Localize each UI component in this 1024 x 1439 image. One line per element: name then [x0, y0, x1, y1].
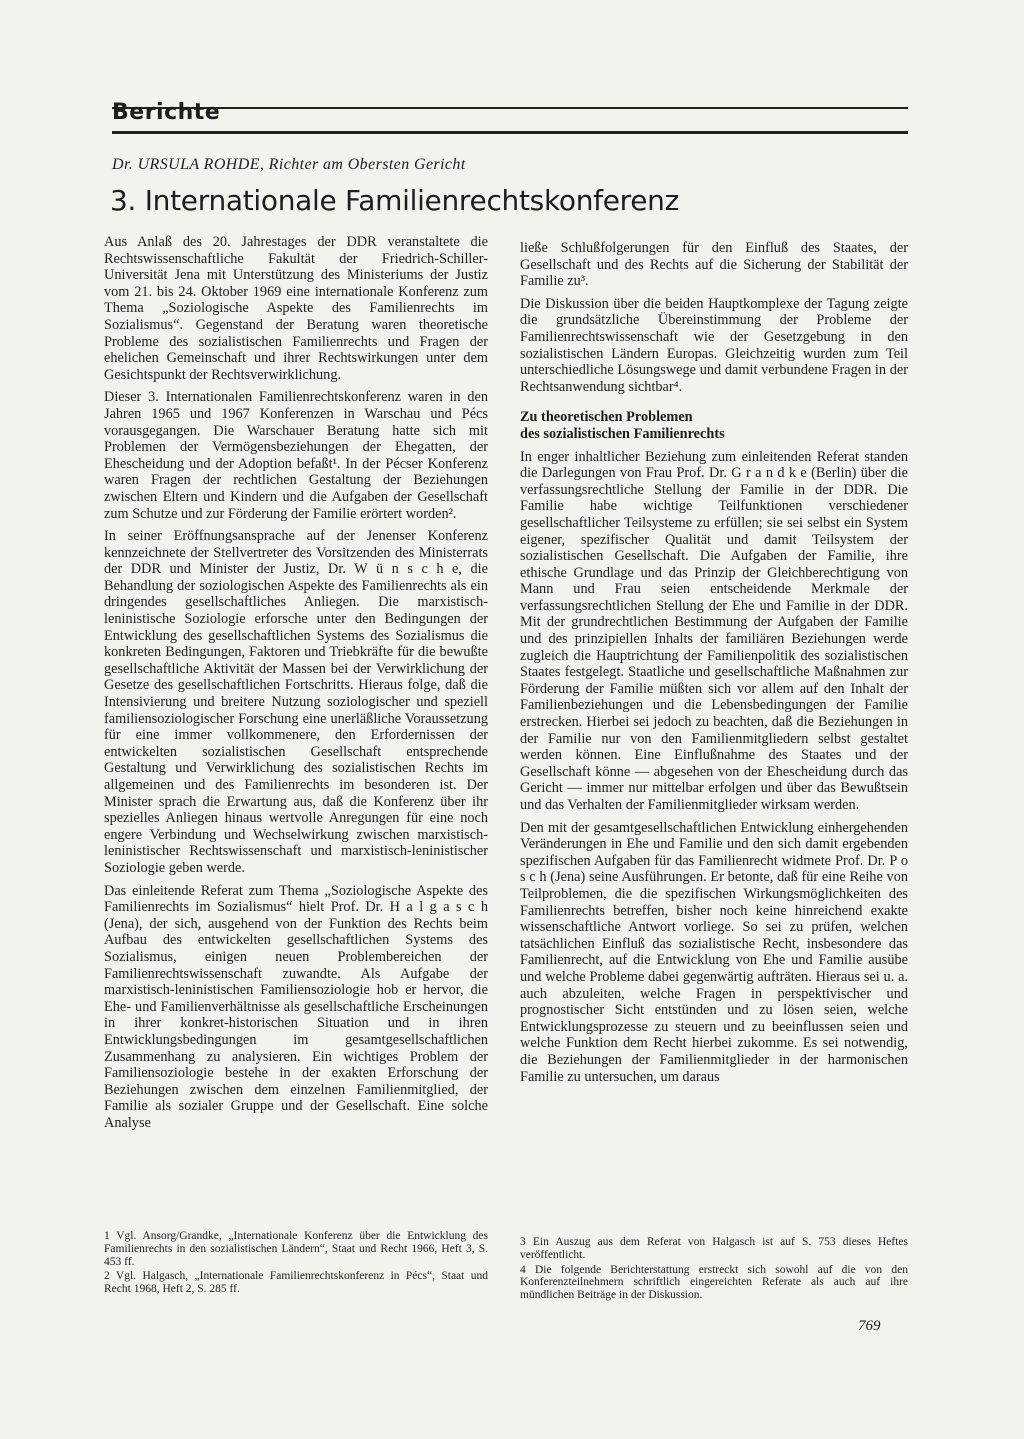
subheading-line: Zu theoretischen Problemen: [520, 409, 693, 426]
right-column: [520, 240, 908, 1091]
author-line: Dr. URSULA ROHDE, Richter am Obersten Gericht: [112, 156, 466, 173]
footnotes-left: [104, 1230, 488, 1298]
paragraph: Den mit der gesamtgesellschaftlichen Entwicklung einhergehenden Veränderungen in Ehe und Familie und den sich damit ergebenden spezifischen Aufgaben für das Familienrecht widmete Prof. Dr. P o s c h (Jena) seine Ausführungen. Er betonte, daß für eine Reihe von Teilproblemen, die die spezifischen Wirkungsmöglichkeiten des Familienrechts betreffen, bisher noch keine hinreichend exakte wissenschaftliche Antwort vorliege. So sei zu prüfen, welchen tatsächlichen Einfluß das sozialistische Recht, insbesondere das Familienrecht, auf die Entwicklung von Ehe und Familie ausübe und welche Probleme dabei gegenwärtig aufträten. Hieraus sei u. a. auch abzuleiten, welche Fragen in perspektivischer und prognostischer Sicht entstünden und zu lösen seien, welche Entwicklungsprozesse zu steuern und zu beeinflussen seien und welche Funktion dem Recht hierbei zukomme. Es sei notwendig, die Beziehungen der Familienmitglieder in der harmonischen Familie zu untersuchen, um daraus: [520, 819, 908, 1085]
paragraph: Aus Anlaß des 20. Jahrestages der DDR veranstaltete die Rechtswissenschaftliche Fakultät der Friedrich-Schiller-Universität Jena mit Unterstützung des Ministeriums der Justiz vom 21. bis 24. Oktober 1969 eine internationale Konferenz zum Thema „Soziologische Aspekte des Familienrechts im Sozialismus“. Gegenstand der Beratung waren theoretische Probleme des sozialistischen Familienrechts und Fragen der ehelichen Gemeinschaft und ihrer Rechtswirkungen unter dem Gesichtspunkt der Rechtsverwirklichung.: [104, 234, 488, 383]
footnote: 3 Ein Auszug aus dem Referat von Halgasch ist auf S. 753 dieses Heftes veröffentlicht.: [520, 1236, 908, 1261]
page-number: 769: [858, 1318, 881, 1334]
subheading: [520, 409, 908, 442]
paragraph: ließe Schlußfolgerungen für den Einfluß des Staates, der Gesellschaft und des Rechts auf die Sicherung der Stabilität der Familie zu³.: [520, 240, 908, 290]
paragraph: In seiner Eröffnungsansprache auf der Jenenser Konferenz kennzeichnete der Stellvertreter des Vorsitzenden des Ministerrats der DDR und Minister der Justiz, Dr. W ü n s c h e, die Behandlung der soziologischen Aspekte des Familienrechts als ein dringendes gesellschaftliches Anliegen. Die marxistisch-leninistische Soziologie erforsche unter den Bedingungen der Entwicklung des gesellschaftlichen Systems des Sozialismus die konkreten Bedingungen, Faktoren und Triebkräfte für die bewußte gesellschaftliche Aktivität der Massen bei der Verwirklichung der Gesetze des gesellschaftlichen Fortschritts. Hieraus folge, daß die Intensivierung und breitere Nutzung soziologischer und speziell familiensoziologischer Forschung eine unerläßliche Voraussetzung für eine immer vollkommenere, den Erfordernissen der entwickelten sozialistischen Gesellschaft entsprechende Gestaltung und Verwirklichung des sozialistischen Rechts im allgemeinen und des Familienrechts im besonderen ist. Der Minister sprach die Erwartung aus, daß die Konferenz über ihr spezielles Anliegen hinaus wertvolle Anregungen für eine noch engere Verbindung und Wechselwirkung zwischen marxistisch-leninistischer Rechtswissenschaft und marxistisch-leninistischer Soziologie geben werde.: [104, 528, 488, 876]
paragraph: In enger inhaltlicher Beziehung zum einleitenden Referat standen die Darlegungen von Frau Prof. Dr. G r a n d k e (Berlin) über die verfassungsrechtliche Stellung der Familie in der DDR. Die Familie habe wichtige Teilfunktionen verschiedener gesellschaftlicher Teilsysteme zu erfüllen; sie sei selbst ein System eigener, spezifischer Qualität und damit Teilsystem der sozialistischen Gesellschaft. Die Aufgaben der Familie, ihre ethische Grundlage und das Prinzip der Gleichberechtigung von Mann und Frau seien entscheidende Merkmale der verfassungsrechtlichen Stellung der Ehe und Familie in der DDR. Mit der grundrechtlichen Bestimmung der Aufgaben der Familie und des prinzipiellen Inhalts der familiären Beziehungen werde zugleich die Hauptrichtung der Familienpolitik des sozialistischen Staates festgelegt. Staatliche und gesellschaftliche Maßnahmen zur Förderung der Familie müßten sich vor allem auf den Inhalt der Familienbeziehungen und die Lebensbedingungen der Familie erstrecken. Hierbei sei jedoch zu beachten, daß die Beziehungen in der Familie nur von den Familienmitgliedern selbst gestaltet werden können. Eine Einflußnahme des Staates und der Gesellschaft könne — abgesehen von der Ehescheidung durch das Gericht — immer nur mittelbar erfolgen und über das Bewußtsein und das Verhalten der Familienmitglieder wirksam werden.: [520, 448, 908, 813]
paragraph: Dieser 3. Internationalen Familienrechtskonferenz waren in den Jahren 1965 und 1967 Konferenzen in Warschau und Pécs vorausgegangen. Die Warschauer Beratung hatte sich mit Problemen der Vermögensbeziehungen der Ehegatten, der Ehescheidung und der Adoption befaßt¹. In der Pécser Konferenz waren Fragen der rechtlichen Gestaltung der Beziehungen zwischen Eltern und Kindern und die Aufgaben der Gesellschaft zum Schutze und zur Förderung der Familie erörtert worden².: [104, 389, 488, 522]
section-label: Berichte: [112, 100, 221, 125]
subheading-line: des sozialistischen Familienrechts: [520, 425, 725, 442]
footnotes-right: [520, 1236, 908, 1304]
header-rule-bottom: [112, 131, 908, 134]
footnote: 1 Vgl. Ansorg/Grandke, „Internationale Konferenz über die Entwicklung des Familienrechts in den sozialistischen Ländern“, Staat und Recht 1966, Heft 3, S. 453 ff.: [104, 1230, 488, 1268]
article-title: 3. Internationale Familienrechtskonferenz: [110, 184, 680, 217]
paragraph: Das einleitende Referat zum Thema „Soziologische Aspekte des Familienrechts im Sozialismus“ hielt Prof. Dr. H a l g a s c h (Jena), der sich, ausgehend von der Funktion des Rechts beim Aufbau des entwickelten gesellschaftlichen Systems des Sozialismus, einigen neuen Problembereichen der Familienrechtswissenschaft zuwandte. Als Aufgabe der marxistisch-leninistischen Familiensoziologie hob er hervor, die Ehe- und Familienverhältnisse als gesellschaftliche Erscheinungen in ihrer konkret-historischen Situation und in ihren Entwicklungsbedingungen im gesamtgesellschaftlichen Zusammenhang zu analysieren. Ein wichtiges Problem der Familiensoziologie bestehe in der exakten Erforschung der Beziehungen zwischen dem einzelnen Familienmitglied, der Familie als sozialer Gruppe und der Gesellschaft. Eine solche Analyse: [104, 882, 488, 1131]
header-rule-top: [112, 107, 908, 109]
footnote: 2 Vgl. Halgasch, „Internationale Familienrechtskonferenz in Pécs“, Staat und Recht 1968, Heft 2, S. 285 ff.: [104, 1270, 488, 1296]
left-column: [104, 234, 488, 1137]
footnote: 4 Die folgende Berichterstattung erstreckt sich sowohl auf die von den Konferenzteilnehmern schriftlich eingereichten Referate als auch auf ihre mündlichen Beiträge in der Diskussion.: [520, 1263, 908, 1302]
paragraph: Die Diskussion über die beiden Hauptkomplexe der Tagung zeigte die grundsätzliche Übereinstimmung der Probleme der Familienrechtswissenschaft wie der Gesetzgebung in den sozialistischen Ländern Europas. Gleichzeitig wurden zum Teil unterschiedliche Lösungswege und damit verbundene Fragen in der Rechtsanwendung sichtbar⁴.: [520, 295, 908, 395]
